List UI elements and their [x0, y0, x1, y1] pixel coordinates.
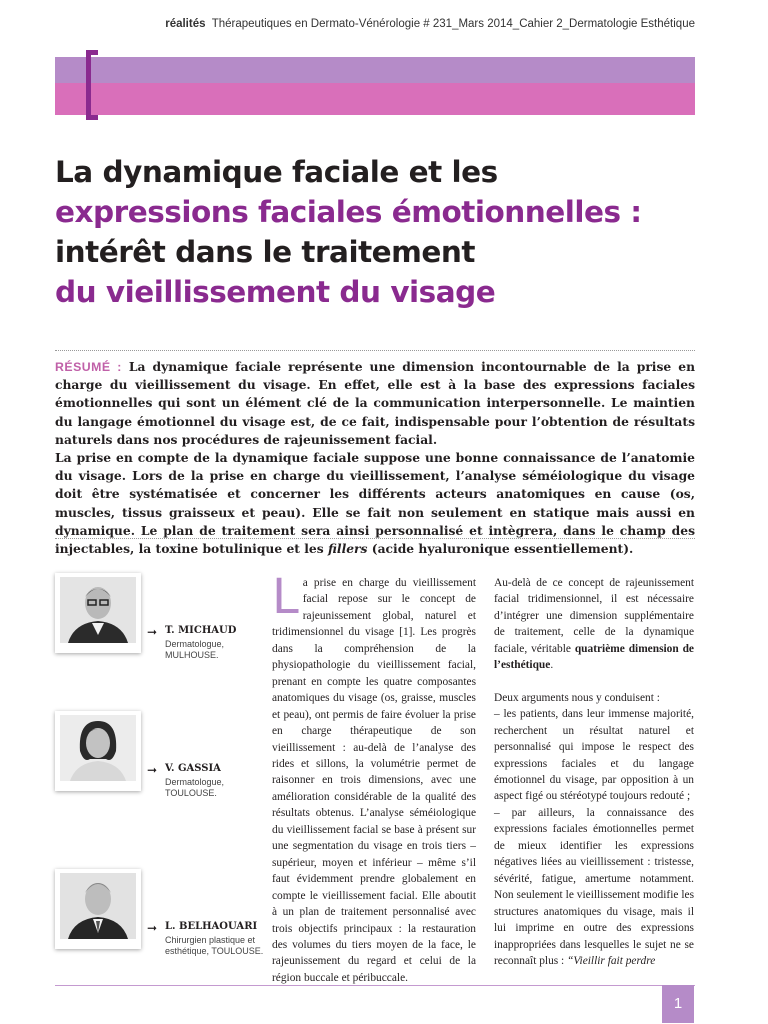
brand-name: réalités: [165, 18, 206, 30]
abstract-text-2-end: (acide hyaluronique essentiellement).: [371, 541, 634, 557]
body-italic-text: “Vieillir fait perdre: [567, 954, 656, 967]
body-paragraph: Deux arguments nous y conduisent :: [494, 691, 660, 704]
body-column-2: [494, 575, 694, 969]
author-name: V. GASSIA: [165, 763, 221, 774]
author-role-line-2: TOULOUSE.: [165, 788, 217, 798]
journal-info: Thérapeutiques en Dermato-Vénérologie # 231_Mars 2014_Cahier 2_Dermatologie Esthétique: [211, 18, 695, 30]
abstract-italic: fillers: [327, 541, 368, 557]
abstract-para-1: [55, 358, 695, 449]
title-line-3: intérêt dans le traitement: [55, 235, 476, 269]
portrait-man-icon: [60, 873, 136, 939]
author-role: [165, 935, 263, 957]
abstract-label: RÉSUMÉ :: [55, 360, 122, 374]
author-role-line-2: esthétique, TOULOUSE.: [165, 946, 264, 956]
title-line-2: expressions faciales émotionnelles :: [55, 195, 642, 229]
author-photo: [55, 869, 141, 949]
abstract: [55, 358, 695, 558]
author-role: [165, 639, 224, 661]
page-number: 1: [662, 985, 694, 1023]
bracket-icon: [86, 50, 98, 120]
decor-band-top: [55, 57, 695, 83]
body-paragraph: [272, 569, 476, 986]
portrait-woman-icon: [60, 715, 136, 781]
title-line-4: du vieillissement du visage: [55, 275, 496, 309]
body-column-1: [272, 569, 476, 986]
author-name: T. MICHAUD: [165, 625, 237, 636]
author-role: [165, 777, 224, 799]
author-role-line-1: Dermatologue,: [165, 639, 225, 649]
decor-band-bottom: [55, 83, 695, 115]
author-role-line-2: MULHOUSE.: [165, 650, 219, 660]
author-card: [55, 869, 265, 979]
portrait-man-glasses-icon: [60, 577, 136, 643]
arrow-icon: ➞: [147, 921, 158, 935]
author-role-line-1: Dermatologue,: [165, 777, 225, 787]
author-photo: [55, 573, 141, 653]
running-header: [55, 18, 695, 30]
abstract-text-2: La prise en compte de la dynamique faciale suppose une bonne connaissance de l’anatomie du visage. Lors de la prise en charge du vieillissement, l’analyse séméiologique du visage doit être systématisée et concerner les différents acteurs anatomiques en cause (os, muscles, tissus graisseux et peau). Elle se fait non seulement en statique mais aussi en dynamique. Le plan de traitement sera ainsi personnalisé et intègrera, dans le champ des injectables, la toxine botulinique et les: [55, 450, 695, 557]
divider-top: [55, 350, 695, 351]
abstract-text-1: La dynamique faciale représente une dimension incontournable de la prise en charge du vieillissement du visage. En effet, elle est à la base des expressions faciales émotionnelles qui sont un élément clé de la communication interpersonnelle. Le maintien du langage émotionnel du visage est, de ce fait, indispensable pour l’obtention de résultats naturels dans nos procédures de rajeunissement facial.: [55, 359, 696, 447]
drop-cap: L: [272, 569, 299, 625]
body-text: a prise en charge du vieillissement facial repose sur le concept de rajeunissement global, naturel et tridimensionnel du visage [1]. Les progrès dans la compréhension de la physiopathologie du vieillissement facial, prenant en compte les quatre composantes anatomiques du visage (os, graisse, muscles et peau), ont permis de faire évoluer la prise en charge thérapeutique de son vieillissement : au-delà de l’analyse des rides et sillons, la volumétrie permet de raisonner en trois dimensions, avec une amélioration considérable de la qualité des résultats obtenus. L’analyse séméiologique du vieillissement facial se base à présent sur une segmentation du visage en trois tiers – supérieur, moyen et inférieur – même s’il faut évidemment prendre globalement en compte le vieillissement facial. Elle aboutit à un plan de traitement personnalisé avec trois objectifs principaux : la restauration des volumes du tiers moyen de la face, le rajeunissement du regard et celui de la région buccale et péribuccale.: [272, 577, 476, 984]
title-line-1: La dynamique faciale et les: [55, 155, 498, 189]
body-text: – par ailleurs, la connaissance des expressions faciales émotionnelles permet de mieux identifier les expressions négatives liées au vieillissement : tristesse, sévérité, fatigue, amertume notamment. Non seulement le vieillissement modifie les structures anatomiques du visage, mais il lui imprime en outre des expressions inappropriées dans lesquelles le sujet ne se reconnaît plus :: [494, 806, 694, 967]
divider-bottom: [55, 538, 695, 539]
author-role-line-1: Chirurgien plastique et: [165, 935, 256, 945]
footer-rule: [55, 985, 695, 986]
author-card: [55, 711, 265, 821]
article-title: [55, 152, 715, 312]
body-paragraph: [494, 805, 694, 970]
arrow-icon: ➞: [147, 625, 158, 639]
body-bold-text: quatrième dimension de l’esthétique: [494, 642, 694, 672]
author-name: L. BELHAOUARI: [165, 921, 258, 932]
body-paragraph: – les patients, dans leur immense majorité, recherchent un résultat naturel et personnalisé qui impose le respect des expressions faciales et du langage émotionnel du visage, par opposition à un aspect figé ou stéréotypé toujours redouté ;: [494, 708, 694, 803]
body-text: Au-delà de ce concept de rajeunissement facial tridimensionnel, il est nécessaire d’intégrer une dimension supplémentaire de traitement, celle de la dynamique faciale, véritable: [494, 577, 694, 655]
arrow-icon: ➞: [147, 763, 158, 777]
abstract-para-2: [55, 449, 695, 558]
author-card: [55, 573, 265, 683]
body-text: .: [550, 659, 554, 672]
body-paragraph: [494, 575, 694, 674]
author-photo: [55, 711, 141, 791]
